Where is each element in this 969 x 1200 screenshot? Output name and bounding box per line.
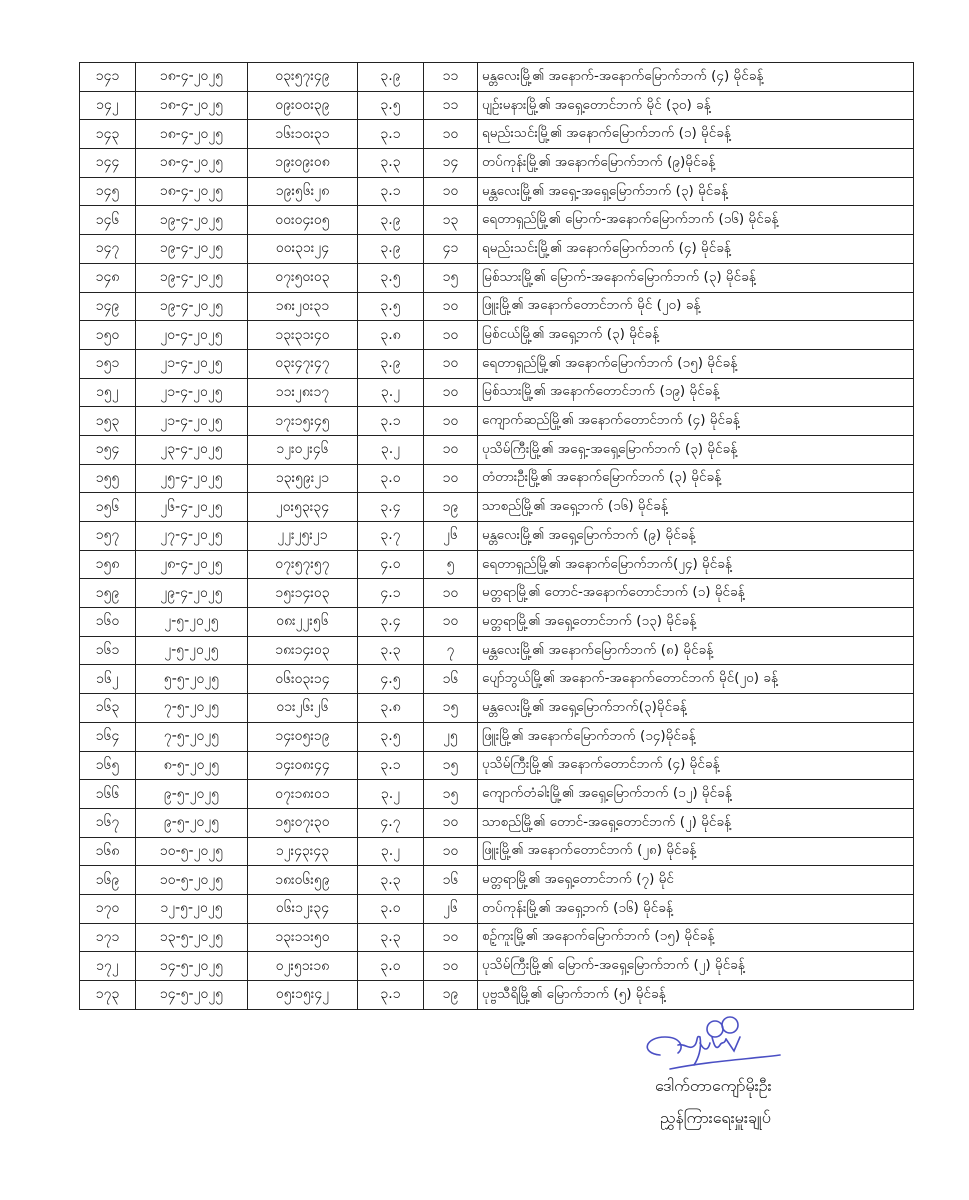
cell-magnitude: ၃.၅	[358, 91, 424, 120]
cell-no: ၁၄၂	[80, 91, 136, 120]
cell-no: ၁၅၄	[80, 435, 136, 464]
table-row	[80, 894, 914, 923]
cell-date: ၁၂-၅-၂၀၂၅	[136, 894, 248, 923]
cell-time: ၁၄း၀၅း၁၉	[248, 722, 358, 751]
cell-depth: ၁၀	[424, 837, 478, 866]
cell-magnitude: ၃.၅	[358, 722, 424, 751]
cell-magnitude: ၃.၅	[358, 263, 424, 292]
table-row	[80, 923, 914, 952]
cell-location: မြစ်ငယ်မြို့၏ အရှေ့ဘက် (၃) မိုင်ခန့်	[478, 321, 914, 350]
cell-depth: ၄၁	[424, 235, 478, 264]
cell-time: ၀၁း၂၆း၂၆	[248, 694, 358, 723]
table-row	[80, 235, 914, 264]
cell-time: ၁၉း၅၆း၂၈	[248, 177, 358, 206]
cell-date: ၁၈-၄-၂၀၂၅	[136, 149, 248, 178]
cell-date: ၁၃-၅-၂၀၂၅	[136, 923, 248, 952]
cell-time: ၁၅း၁၄း၀၃	[248, 579, 358, 608]
cell-magnitude: ၃.၁	[358, 751, 424, 780]
cell-depth: ၁၆	[424, 665, 478, 694]
cell-magnitude: ၃.၈	[358, 321, 424, 350]
cell-time: ၀၇း၅၀း၀၃	[248, 263, 358, 292]
cell-depth: ၁၅	[424, 263, 478, 292]
table-row	[80, 378, 914, 407]
cell-magnitude: ၄.၇	[358, 808, 424, 837]
cell-time: ၁၆း၁၀း၃၁	[248, 120, 358, 149]
cell-time: ၂၀း၅၃း၃၄	[248, 493, 358, 522]
cell-depth: ၁၁	[424, 63, 478, 92]
cell-time: ၁၇း၁၅း၄၅	[248, 407, 358, 436]
table-row	[80, 91, 914, 120]
cell-no: ၁၅၃	[80, 407, 136, 436]
cell-date: ၂-၅-၂၀၂၅	[136, 608, 248, 637]
signature	[640, 1015, 790, 1075]
cell-magnitude: ၃.၇	[358, 522, 424, 551]
cell-location: ရမည်းသင်းမြို့၏ အနောက်မြောက်ဘက် (၄) မိုင်ခန့်	[478, 235, 914, 264]
cell-date: ၇-၅-၂၀၂၅	[136, 694, 248, 723]
table-row	[80, 608, 914, 637]
cell-date: ၂၃-၄-၂၀၂၅	[136, 435, 248, 464]
cell-no: ၁၆၄	[80, 722, 136, 751]
cell-depth: ၅	[424, 550, 478, 579]
cell-depth: ၁၁	[424, 91, 478, 120]
cell-no: ၁၄၈	[80, 263, 136, 292]
earthquake-table	[79, 62, 914, 1010]
cell-depth: ၇	[424, 636, 478, 665]
cell-no: ၁၆၇	[80, 808, 136, 837]
cell-date: ၂၀-၄-၂၀၂၅	[136, 321, 248, 350]
cell-date: ၁၄-၅-၂၀၂၅	[136, 952, 248, 981]
table-row	[80, 780, 914, 809]
table-row	[80, 952, 914, 981]
cell-no: ၁၄၇	[80, 235, 136, 264]
cell-time: ၁၃း၅၉း၂၁	[248, 464, 358, 493]
table-row	[80, 177, 914, 206]
cell-time: ၀၉း၀၀း၃၉	[248, 91, 358, 120]
cell-no: ၁၆၉	[80, 866, 136, 895]
cell-date: ၂၆-၄-၂၀၂၅	[136, 493, 248, 522]
cell-no: ၁၆၆	[80, 780, 136, 809]
cell-time: ၀၃း၅၇း၄၉	[248, 63, 358, 92]
cell-magnitude: ၃.၂	[358, 378, 424, 407]
cell-location: မန္တလေးမြို့၏ အနောက်-အနောက်မြောက်ဘက် (၄) မိုင်ခန့်	[478, 63, 914, 92]
table-row	[80, 522, 914, 551]
cell-depth: ၁၀	[424, 464, 478, 493]
cell-depth: ၁၀	[424, 349, 478, 378]
cell-location: ကျောက်ဆည်မြို့၏ အနောက်တောင်ဘက် (၄) မိုင်ခန့်	[478, 407, 914, 436]
cell-date: ၁၀-၅-၂၀၂၅	[136, 837, 248, 866]
cell-depth: ၁၀	[424, 923, 478, 952]
cell-magnitude: ၃.၂	[358, 837, 424, 866]
cell-magnitude: ၃.၄	[358, 493, 424, 522]
cell-location: ပုဗ္ဗသီရိမြို့၏ မြောက်ဘက် (၅) မိုင်ခန့်	[478, 981, 914, 1010]
cell-location: မြစ်သားမြို့၏ မြောက်-အနောက်မြောက်ဘက် (၃) မိုင်ခန့်	[478, 263, 914, 292]
cell-location: မန္တလေးမြို့၏ အနောက်မြောက်ဘက် (၈) မိုင်ခန့်	[478, 636, 914, 665]
cell-location: ရေတာရှည်မြို့၏ အနောက်မြောက်ဘက် (၁၅) မိုင်ခန့်	[478, 349, 914, 378]
cell-date: ၁၈-၄-၂၀၂၅	[136, 63, 248, 92]
cell-no: ၁၄၅	[80, 177, 136, 206]
table-row	[80, 349, 914, 378]
cell-time: ၀၀း၃၁း၂၄	[248, 235, 358, 264]
cell-no: ၁၆၂	[80, 665, 136, 694]
table-row	[80, 464, 914, 493]
cell-no: ၁၅၁	[80, 349, 136, 378]
cell-location: တပ်ကုန်းမြို့၏ အနောက်မြောက်ဘက် (၉)မိုင်ခန့်	[478, 149, 914, 178]
cell-location: မန္တလေးမြို့၏ အရှေ့-အရှေ့မြောက်ဘက် (၃) မိုင်ခန့်	[478, 177, 914, 206]
cell-location: ရေတာရှည်မြို့၏ အနောက်မြောက်ဘက်(၂၄) မိုင်ခန့်	[478, 550, 914, 579]
cell-time: ၁၈း၂၀း၃၁	[248, 292, 358, 321]
cell-date: ၅-၅-၂၀၂၅	[136, 665, 248, 694]
table-row	[80, 579, 914, 608]
table-row	[80, 665, 914, 694]
cell-time: ၀၇း၁၈း၀၁	[248, 780, 358, 809]
cell-location: ပျဉ်းမနားမြို့၏ အရှေ့တောင်ဘက် မိုင် (၃၀) ခန့်	[478, 91, 914, 120]
cell-time: ၁၈း၁၄း၀၃	[248, 636, 358, 665]
cell-location: ရေတာရှည်မြို့၏ မြောက်-အနောက်မြောက်ဘက် (၁၆) မိုင်ခန့်	[478, 206, 914, 235]
cell-depth: ၁၅	[424, 751, 478, 780]
cell-depth: ၁၀	[424, 321, 478, 350]
cell-location: ဖြူးမြို့၏ အနောက်တောင်ဘက် မိုင် (၂၀) ခန့်	[478, 292, 914, 321]
cell-depth: ၁၀	[424, 120, 478, 149]
cell-date: ၉-၅-၂၀၂၅	[136, 780, 248, 809]
cell-location: မတ္တရာမြို့၏ အရှေ့တောင်ဘက် (၇) မိုင်	[478, 866, 914, 895]
cell-no: ၁၇၃	[80, 981, 136, 1010]
cell-date: ၂၁-၄-၂၀၂၅	[136, 349, 248, 378]
cell-depth: ၂၅	[424, 722, 478, 751]
cell-time: ၀၃း၄၇း၄၇	[248, 349, 358, 378]
table-row	[80, 263, 914, 292]
table-row	[80, 722, 914, 751]
cell-no: ၁၄၃	[80, 120, 136, 149]
cell-date: ၁၉-၄-၂၀၂၅	[136, 235, 248, 264]
cell-depth: ၁၀	[424, 579, 478, 608]
table-row	[80, 120, 914, 149]
cell-location: တပ်ကုန်းမြို့၏ အရှေ့ဘက် (၁၆) မိုင်ခန့်	[478, 894, 914, 923]
cell-time: ၁၅း၀၇း၃၀	[248, 808, 358, 837]
cell-depth: ၂၆	[424, 894, 478, 923]
cell-magnitude: ၄.၀	[358, 550, 424, 579]
cell-magnitude: ၃.၀	[358, 894, 424, 923]
cell-date: ၈-၅-၂၀၂၅	[136, 751, 248, 780]
cell-depth: ၁၀	[424, 177, 478, 206]
cell-magnitude: ၃.၃	[358, 923, 424, 952]
table-row	[80, 149, 914, 178]
cell-depth: ၁၀	[424, 952, 478, 981]
table-row	[80, 493, 914, 522]
cell-magnitude: ၃.၂	[358, 435, 424, 464]
cell-time: ၀၆း၀၃း၁၄	[248, 665, 358, 694]
cell-no: ၁၆၈	[80, 837, 136, 866]
cell-no: ၁၅၇	[80, 522, 136, 551]
cell-magnitude: ၃.၉	[358, 63, 424, 92]
cell-time: ၁၃း၃၁း၄၀	[248, 321, 358, 350]
cell-magnitude: ၃.၈	[358, 694, 424, 723]
cell-no: ၁၆၅	[80, 751, 136, 780]
cell-time: ၀၂း၅၁း၁၈	[248, 952, 358, 981]
cell-depth: ၁၅	[424, 694, 478, 723]
cell-depth: ၁၀	[424, 407, 478, 436]
cell-no: ၁၇၀	[80, 894, 136, 923]
cell-location: ပျော်ဘွယ်မြို့၏ အနောက်-အနောက်တောင်ဘက် မိုင်(၂၀) ခန့်	[478, 665, 914, 694]
cell-depth: ၁၀	[424, 808, 478, 837]
table-row	[80, 636, 914, 665]
cell-location: ပုသိမ်ကြီးမြို့၏ အနောက်တောင်ဘက် (၄) မိုင်ခန့်	[478, 751, 914, 780]
cell-magnitude: ၃.၉	[358, 235, 424, 264]
cell-time: ၁၄း၀၈း၄၄	[248, 751, 358, 780]
table-row	[80, 550, 914, 579]
table-row	[80, 751, 914, 780]
table-row	[80, 866, 914, 895]
cell-depth: ၁၃	[424, 206, 478, 235]
cell-date: ၂၈-၄-၂၀၂၅	[136, 550, 248, 579]
table-row	[80, 206, 914, 235]
cell-location: မတ္တရာမြို့၏ တောင်-အနောက်တောင်ဘက် (၁) မိုင်ခန့်	[478, 579, 914, 608]
cell-magnitude: ၃.၉	[358, 206, 424, 235]
cell-time: ၁၂း၀၂း၄၆	[248, 435, 358, 464]
cell-magnitude: ၃.၂	[358, 780, 424, 809]
cell-magnitude: ၃.၀	[358, 952, 424, 981]
cell-magnitude: ၃.၉	[358, 349, 424, 378]
cell-location: တံတားဦးမြို့၏ အနောက်မြောက်ဘက် (၃) မိုင်ခန့်	[478, 464, 914, 493]
cell-depth: ၁၀	[424, 378, 478, 407]
cell-location: မန္တလေးမြို့၏ အရှေ့မြောက်ဘက် (၉) မိုင်ခန့်	[478, 522, 914, 551]
cell-no: ၁၅၈	[80, 550, 136, 579]
cell-no: ၁၄၁	[80, 63, 136, 92]
cell-location: စဉ့်ကူးမြို့၏ အနောက်မြောက်ဘက် (၁၅) မိုင်ခန့်	[478, 923, 914, 952]
cell-date: ၂၁-၄-၂၀၂၅	[136, 407, 248, 436]
table-row	[80, 694, 914, 723]
table-row	[80, 63, 914, 92]
table-row	[80, 321, 914, 350]
cell-no: ၁၆၁	[80, 636, 136, 665]
cell-magnitude: ၃.၅	[358, 292, 424, 321]
cell-date: ၂-၅-၂၀၂၅	[136, 636, 248, 665]
cell-time: ၀၆း၁၂း၃၄	[248, 894, 358, 923]
cell-magnitude: ၃.၃	[358, 149, 424, 178]
cell-date: ၁၉-၄-၂၀၂၅	[136, 292, 248, 321]
cell-location: သာစည်မြို့၏ တောင်-အရှေ့တောင်ဘက် (၂) မိုင်ခန့်	[478, 808, 914, 837]
cell-depth: ၁၄	[424, 149, 478, 178]
cell-date: ၂၇-၄-၂၀၂၅	[136, 522, 248, 551]
cell-time: ၁၈း၀၆း၅၉	[248, 866, 358, 895]
cell-no: ၁၅၂	[80, 378, 136, 407]
table-row	[80, 292, 914, 321]
cell-location: ပုသိမ်ကြီးမြို့၏ မြောက်-အရှေ့မြောက်ဘက် (၂) မိုင်ခန့်	[478, 952, 914, 981]
cell-time: ၂၂း၂၅း၂၁	[248, 522, 358, 551]
cell-depth: ၁၀	[424, 608, 478, 637]
signatory-name: ဒေါက်တာကျော်မိုးဦး	[655, 1076, 772, 1095]
cell-date: ၇-၅-၂၀၂၅	[136, 722, 248, 751]
cell-location: သာစည်မြို့၏ အရှေ့ဘက် (၁၆) မိုင်ခန့်	[478, 493, 914, 522]
cell-magnitude: ၃.၁	[358, 981, 424, 1010]
cell-no: ၁၅၅	[80, 464, 136, 493]
cell-magnitude: ၃.၃	[358, 866, 424, 895]
cell-magnitude: ၃.၀	[358, 464, 424, 493]
cell-no: ၁၇၁	[80, 923, 136, 952]
cell-no: ၁၅၆	[80, 493, 136, 522]
cell-time: ၀၅း၁၅း၄၂	[248, 981, 358, 1010]
cell-date: ၉-၅-၂၀၂၅	[136, 808, 248, 837]
cell-no: ၁၄၆	[80, 206, 136, 235]
cell-depth: ၁၀	[424, 435, 478, 464]
cell-depth: ၁၆	[424, 866, 478, 895]
cell-time: ၁၁း၂၈း၁၇	[248, 378, 358, 407]
cell-date: ၁၉-၄-၂၀၂၅	[136, 206, 248, 235]
cell-magnitude: ၃.၁	[358, 407, 424, 436]
cell-date: ၂၁-၄-၂၀၂၅	[136, 378, 248, 407]
cell-date: ၂၅-၄-၂၀၂၅	[136, 464, 248, 493]
cell-no: ၁၇၂	[80, 952, 136, 981]
cell-depth: ၁၉	[424, 981, 478, 1010]
cell-magnitude: ၃.၁	[358, 120, 424, 149]
cell-time: ၀၇း၅၇း၅၇	[248, 550, 358, 579]
cell-magnitude: ၃.၄	[358, 608, 424, 637]
cell-location: ရမည်းသင်းမြို့၏ အနောက်မြောက်ဘက် (၁) မိုင်ခန့်	[478, 120, 914, 149]
table-row	[80, 837, 914, 866]
cell-date: ၂၉-၄-၂၀၂၅	[136, 579, 248, 608]
cell-time: ၀၀း၀၄း၀၅	[248, 206, 358, 235]
cell-location: ကျောက်တံခါးမြို့၏ အရှေ့မြောက်ဘက် (၁၂) မိုင်ခန့်	[478, 780, 914, 809]
cell-time: ၁၂း၄၃း၄၃	[248, 837, 358, 866]
cell-no: ၁၄၄	[80, 149, 136, 178]
cell-location: မြစ်သားမြို့၏ အနောက်တောင်ဘက် (၁၉) မိုင်ခန့်	[478, 378, 914, 407]
cell-time: ၁၉း၀၉း၀၈	[248, 149, 358, 178]
table-row	[80, 808, 914, 837]
cell-magnitude: ၄.၅	[358, 665, 424, 694]
cell-location: မန္တလေးမြို့၏ အရှေ့မြောက်ဘက်(၃)မိုင်ခန့်	[478, 694, 914, 723]
cell-location: ပုသိမ်ကြီးမြို့၏ အရှေ့-အရှေ့မြောက်ဘက် (၃) မိုင်ခန့်	[478, 435, 914, 464]
signatory-title: ညွှန်ကြားရေးမှူးချုပ်	[660, 1108, 771, 1127]
table-row	[80, 981, 914, 1010]
cell-time: ၁၃း၁၁း၅၀	[248, 923, 358, 952]
cell-date: ၁၀-၅-၂၀၂၅	[136, 866, 248, 895]
cell-no: ၁၄၉	[80, 292, 136, 321]
cell-depth: ၁၉	[424, 493, 478, 522]
earthquake-table-body	[80, 63, 914, 1010]
cell-magnitude: ၃.၁	[358, 177, 424, 206]
cell-location: ဖြူးမြို့၏ အနောက်တောင်ဘက် (၂၈) မိုင်ခန့်	[478, 837, 914, 866]
table-row	[80, 407, 914, 436]
cell-magnitude: ၄.၁	[358, 579, 424, 608]
cell-depth: ၁၀	[424, 292, 478, 321]
cell-depth: ၁၅	[424, 780, 478, 809]
cell-magnitude: ၃.၃	[358, 636, 424, 665]
cell-time: ၀၈း၂၂း၅၆	[248, 608, 358, 637]
cell-location: မတ္တရာမြို့၏ အရှေ့တောင်ဘက် (၁၃) မိုင်ခန့်	[478, 608, 914, 637]
table-row	[80, 435, 914, 464]
cell-no: ၁၅၉	[80, 579, 136, 608]
cell-date: ၁၈-၄-၂၀၂၅	[136, 120, 248, 149]
cell-date: ၁၉-၄-၂၀၂၅	[136, 263, 248, 292]
cell-no: ၁၆၀	[80, 608, 136, 637]
cell-no: ၁၅၀	[80, 321, 136, 350]
cell-location: ဖြူးမြို့၏ အနောက်မြောက်ဘက် (၁၄)မိုင်ခန့်	[478, 722, 914, 751]
cell-date: ၁၈-၄-၂၀၂၅	[136, 177, 248, 206]
cell-no: ၁၆၃	[80, 694, 136, 723]
cell-depth: ၂၆	[424, 522, 478, 551]
cell-date: ၁၄-၅-၂၀၂၅	[136, 981, 248, 1010]
cell-date: ၁၈-၄-၂၀၂၅	[136, 91, 248, 120]
